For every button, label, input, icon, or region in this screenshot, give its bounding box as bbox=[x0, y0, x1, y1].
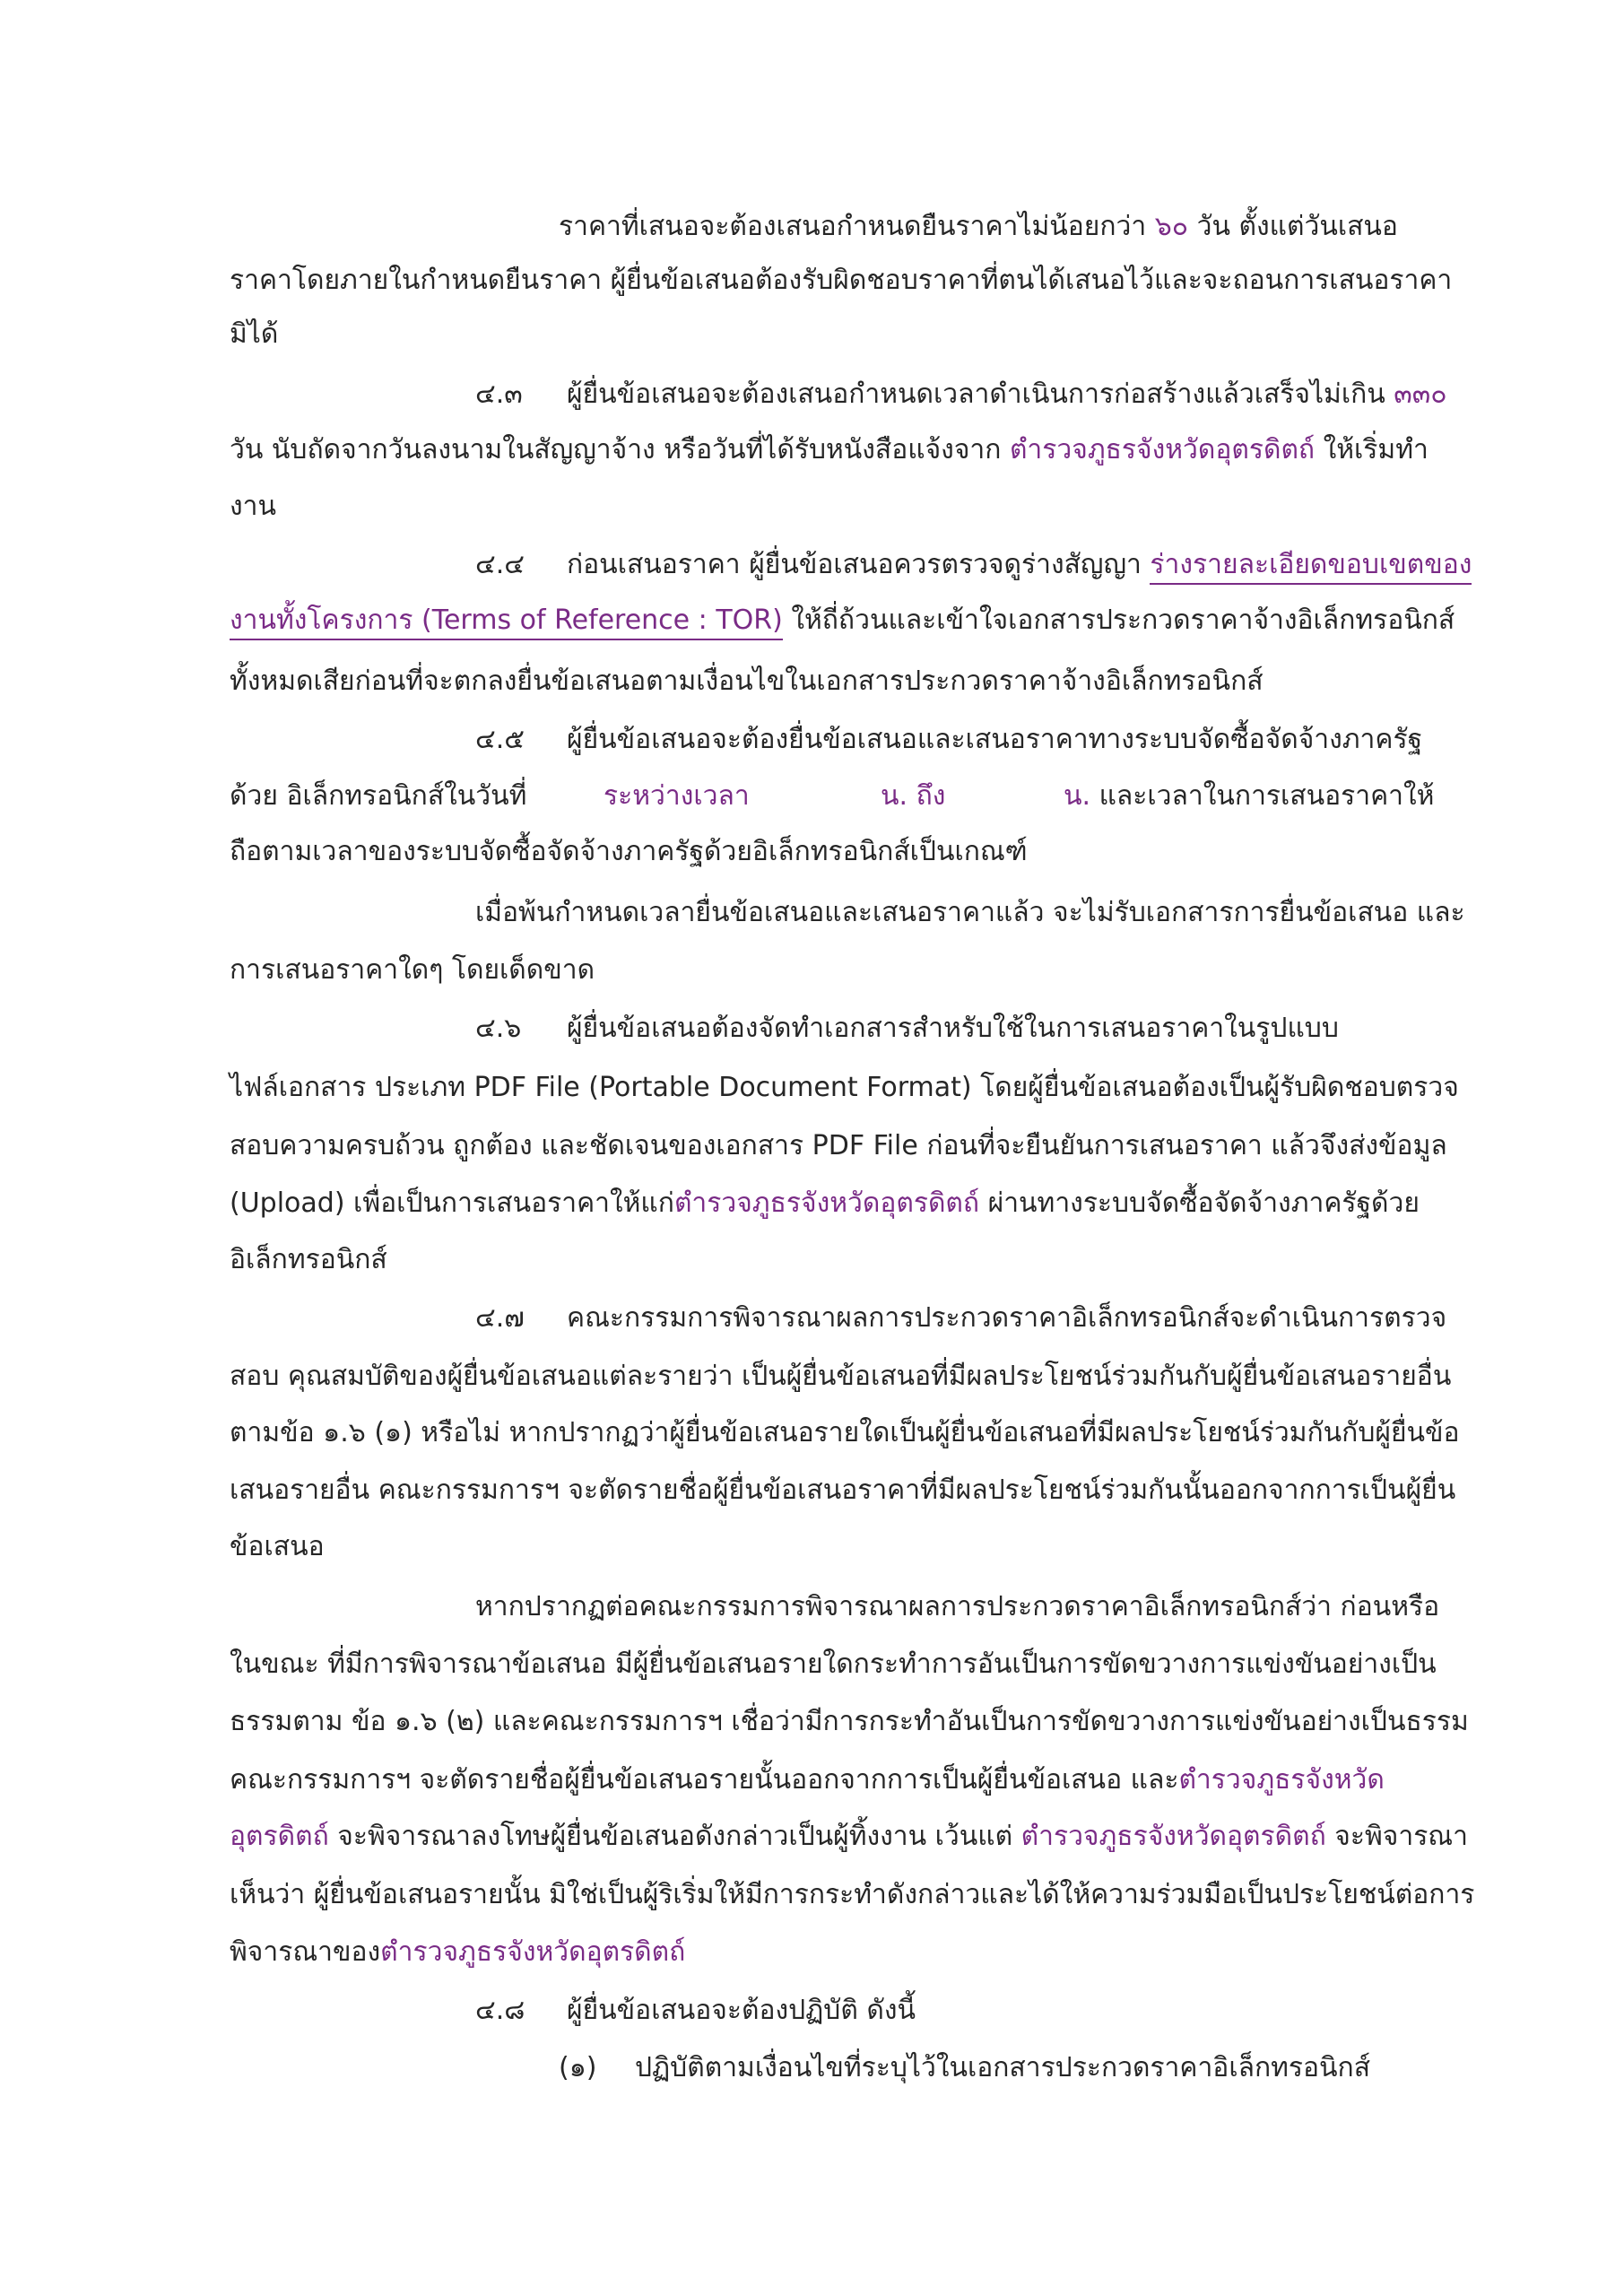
text-line bbox=[559, 209, 1398, 245]
text-segment: ราคาที่เสนอจะต้องเสนอกำหนดยืนราคาไม่น้อยกว่า bbox=[559, 211, 1155, 242]
time-to-label: น. ถึง bbox=[881, 780, 946, 812]
text-line bbox=[567, 1993, 916, 2029]
agency-name: ตำรวจภูธรจังหวัดอุตรดิตถ์ bbox=[673, 1187, 980, 1219]
agency-name: ตำรวจภูธรจังหวัดอุตรดิตถ์ bbox=[1020, 1821, 1326, 1852]
text-line bbox=[230, 778, 526, 814]
time-range-label: ระหว่างเวลา bbox=[604, 780, 750, 812]
text-segment: เสนอรายอื่น คณะกรรมการฯ จะตัดรายชื่อผู้ยื่นข้อเสนอราคาที่มีผลประโยชน์ร่วมกันนั้นออกจากการเป็นผู้ยื่น bbox=[230, 1474, 1456, 1506]
text-line bbox=[230, 603, 1455, 639]
text-segment: สอบความครบถ้วน ถูกต้อง และชัดเจนของเอกสาร PDF File ก่อนที่จะยืนยันการเสนอราคา แล้วจึงส่งข้อมูล bbox=[230, 1130, 1447, 1161]
text-segment: พิจารณาของ bbox=[230, 1936, 381, 1968]
text-line bbox=[230, 1359, 1451, 1395]
section-number: ๔.๖ bbox=[475, 1013, 522, 1044]
text-line bbox=[230, 1877, 1474, 1913]
text-segment: มิได้ bbox=[230, 318, 279, 350]
text-line bbox=[230, 952, 595, 988]
text-line bbox=[230, 263, 1452, 299]
text-segment: หากปรากฏต่อคณะกรรมการพิจารณาผลการประกวดราคาอิเล็กทรอนิกส์ว่า ก่อนหรือ bbox=[475, 1591, 1440, 1622]
text-segment: ด้วย อิเล็กทรอนิกส์ในวันที่ bbox=[230, 780, 527, 812]
text-line bbox=[230, 1242, 387, 1278]
text-line bbox=[230, 1819, 1468, 1855]
item-number: (๑) bbox=[559, 2052, 597, 2083]
text-segment: ถือตามเวลาของระบบจัดซื้อจัดจ้างภาครัฐด้วยอิเล็กทรอนิกส์เป็นเกณฑ์ bbox=[230, 836, 1028, 867]
text-segment: ผ่านทางระบบจัดซื้อจัดจ้างภาครัฐด้วย bbox=[979, 1187, 1420, 1219]
text-segment: ก่อนเสนอราคา ผู้ยื่นข้อเสนอควรตรวจดูร่างสัญญา bbox=[567, 549, 1151, 580]
text-segment: สอบ คุณสมบัติของผู้ยื่นข้อเสนอแต่ละรายว่า เป็นผู้ยื่นข้อเสนอที่มีผลประโยชน์ร่วมกันกับผู้ยื่นข้อเสนอรายอื่น bbox=[230, 1361, 1452, 1392]
text-line bbox=[230, 1704, 1469, 1740]
text-line bbox=[230, 664, 1264, 700]
text-segment: วัน ตั้งแต่วันเสนอ bbox=[1188, 211, 1398, 242]
section-number: ๔.๘ bbox=[475, 1995, 525, 2026]
section-number: ๔.๓ bbox=[475, 378, 523, 410]
days-value: ๖๐ bbox=[1154, 211, 1189, 242]
text-segment: ปฏิบัติตามเงื่อนไขที่ระบุไว้ในเอกสารประกวดราคาอิเล็กทรอนิกส์ bbox=[635, 2052, 1371, 2083]
text-line bbox=[567, 547, 1472, 583]
text-line bbox=[230, 1473, 1455, 1509]
text-segment: งาน bbox=[230, 491, 277, 522]
text-segment: จะพิจารณา bbox=[1325, 1821, 1468, 1852]
text-segment: ในขณะ ที่มีการพิจารณาข้อเสนอ มีผู้ยื่นข้อเสนอรายใดกระทำการอันเป็นการขัดขวางการแข่งขันอย่างเป็น bbox=[230, 1648, 1437, 1680]
text-line bbox=[230, 1070, 1459, 1106]
text-line bbox=[567, 1011, 1339, 1047]
text-segment: วัน นับถัดจากวันลงนามในสัญญาจ้าง หรือวันที่ได้รับหนังสือแจ้งจาก bbox=[230, 434, 1010, 465]
text-line bbox=[230, 1647, 1437, 1683]
agency-name: ตำรวจภูธรจังหวัดอุตรดิตถ์ bbox=[1009, 434, 1316, 465]
text-segment: ผู้ยื่นข้อเสนอจะต้องเสนอกำหนดเวลาดำเนินการก่อสร้างแล้วเสร็จไม่เกิน bbox=[567, 378, 1394, 410]
text-line bbox=[230, 1128, 1447, 1164]
text-line bbox=[567, 1300, 1446, 1336]
text-segment: จะพิจารณาลงโทษผู้ยื่นข้อเสนอดังกล่าวเป็นผู้ทิ้งงาน เว้นแต่ bbox=[328, 1821, 1021, 1852]
section-number: ๔.๕ bbox=[475, 724, 525, 755]
text-segment: และเวลาในการเสนอราคาให้ bbox=[1090, 780, 1435, 812]
tor-reference: งานทั้งโครงการ (Terms of Reference : TOR) bbox=[230, 604, 783, 640]
text-line bbox=[230, 317, 278, 352]
text-line bbox=[1064, 778, 1434, 814]
text-segment: ให้เริ่มทำ bbox=[1315, 434, 1429, 465]
text-line bbox=[230, 834, 1028, 870]
text-segment: ราคาโดยภายในกำหนดยืนราคา ผู้ยื่นข้อเสนอต้องรับผิดชอบราคาที่ตนได้เสนอไว้และจะถอนการเสนอราคา bbox=[230, 265, 1453, 296]
text-segment: อิเล็กทรอนิกส์ bbox=[230, 1244, 387, 1275]
text-line bbox=[230, 1186, 1420, 1222]
time-unit: น. bbox=[1064, 780, 1091, 812]
text-line bbox=[230, 432, 1429, 468]
text-segment: การเสนอราคาใดๆ โดยเด็ดขาด bbox=[230, 954, 595, 986]
text-segment: เมื่อพ้นกำหนดเวลายื่นข้อเสนอและเสนอราคาแล้ว จะไม่รับเอกสารการยื่นข้อเสนอ และ bbox=[475, 897, 1465, 928]
text-line bbox=[567, 377, 1447, 413]
text-line bbox=[230, 489, 276, 525]
agency-name: ตำรวจภูธรจังหวัดอุตรดิตถ์ bbox=[380, 1936, 686, 1968]
agency-name: อุตรดิตถ์ bbox=[230, 1821, 329, 1852]
days-value: ๓๓๐ bbox=[1394, 378, 1447, 410]
text-line bbox=[567, 722, 1422, 758]
text-segment: เห็นว่า ผู้ยื่นข้อเสนอรายนั้น มิใช่เป็นผู้ริเริ่มให้มีการกระทำดังกล่าวและได้ให้ความร่วมมือเป็นประโยชน์ต่อการ bbox=[230, 1879, 1475, 1910]
text-line bbox=[475, 895, 1465, 931]
text-line bbox=[230, 1762, 1385, 1798]
text-segment: ผู้ยื่นข้อเสนอต้องจัดทำเอกสารสำหรับใช้ในการเสนอราคาในรูปแบบ bbox=[567, 1013, 1339, 1044]
text-segment: ข้อเสนอ bbox=[230, 1531, 325, 1562]
text-segment: ทั้งหมดเสียก่อนที่จะตกลงยื่นข้อเสนอตามเงื่อนไขในเอกสารประกวดราคาจ้างอิเล็กทรอนิกส์ bbox=[230, 665, 1264, 697]
text-line bbox=[635, 2050, 1370, 2086]
text-segment: ตามข้อ ๑.๖ (๑) หรือไม่ หากปรากฏว่าผู้ยื่นข้อเสนอรายใดเป็นผู้ยื่นข้อเสนอที่มีผลประโยชน์ร่วมกันกับผู้ยื่นข้อ bbox=[230, 1417, 1460, 1448]
agency-name: ตำรวจภูธรจังหวัด bbox=[1178, 1764, 1385, 1796]
text-segment: คณะกรรมการฯ จะตัดรายชื่อผู้ยื่นข้อเสนอรายนั้นออกจากการเป็นผู้ยื่นข้อเสนอ และ bbox=[230, 1764, 1179, 1796]
section-number: ๔.๔ bbox=[475, 549, 525, 580]
text-segment: ผู้ยื่นข้อเสนอจะต้องยื่นข้อเสนอและเสนอราคาทางระบบจัดซื้อจัดจ้างภาครัฐ bbox=[567, 724, 1423, 755]
text-segment: ให้ถี่ถ้วนและเข้าใจเอกสารประกวดราคาจ้างอิเล็กทรอนิกส์ bbox=[782, 604, 1455, 636]
text-line bbox=[475, 1589, 1439, 1625]
text-line bbox=[230, 1529, 325, 1565]
text-segment: ผู้ยื่นข้อเสนอจะต้องปฏิบัติ ดังนี้ bbox=[567, 1995, 916, 2026]
text-segment: ไฟล์เอกสาร ประเภท PDF File (Portable Document Format) โดยผู้ยื่นข้อเสนอต้องเป็นผู้รับผิดชอบตรวจ bbox=[230, 1072, 1459, 1103]
text-segment: คณะกรรมการพิจารณาผลการประกวดราคาอิเล็กทรอนิกส์จะดำเนินการตรวจ bbox=[567, 1302, 1447, 1334]
text-segment: ธรรมตาม ข้อ ๑.๖ (๒) และคณะกรรมการฯ เชื่อว่ามีการกระทำอันเป็นการขัดขวางการแข่งขันอย่างเป็นธรรม bbox=[230, 1706, 1469, 1737]
text-line bbox=[230, 1935, 685, 1970]
text-line bbox=[230, 1415, 1460, 1451]
text-segment: (Upload) เพื่อเป็นการเสนอราคาให้แก่ bbox=[230, 1187, 674, 1219]
tor-reference: ร่างรายละเอียดขอบเขตของ bbox=[1150, 549, 1472, 585]
section-number: ๔.๗ bbox=[475, 1302, 525, 1334]
